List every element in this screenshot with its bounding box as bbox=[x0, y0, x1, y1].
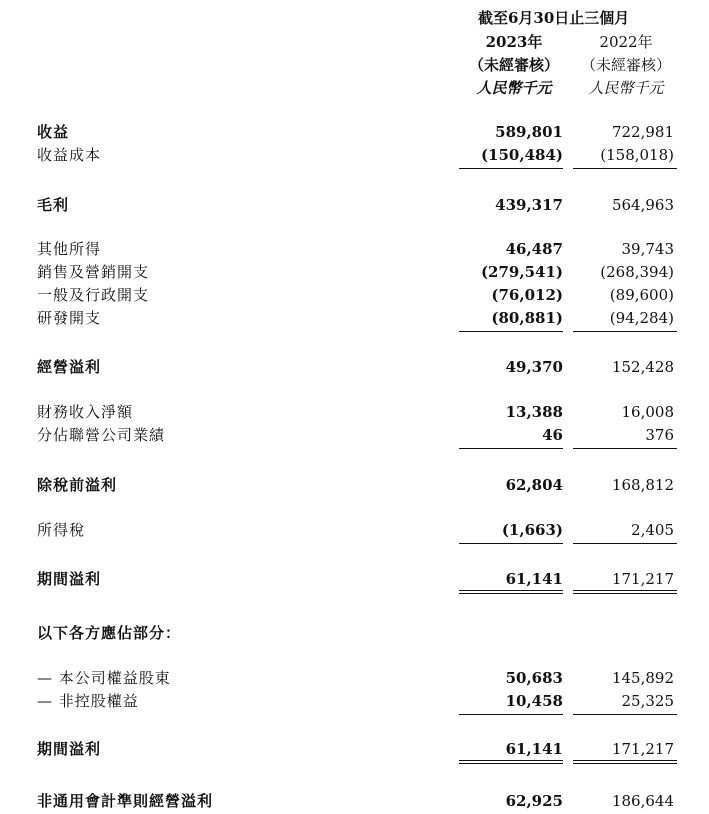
value-2023: 62,804 bbox=[505, 476, 563, 494]
total-double-rule bbox=[459, 760, 563, 761]
row-label: 期間溢利 bbox=[37, 740, 102, 758]
row-label: 其他所得 bbox=[37, 240, 102, 258]
row-profit-before-tax bbox=[0, 474, 709, 496]
value-2023: 61,141 bbox=[505, 740, 563, 758]
row-label: 財務收入淨額 bbox=[37, 403, 134, 421]
row-label: 所得稅 bbox=[37, 521, 86, 539]
value-2022: (89,600) bbox=[609, 286, 674, 304]
value-2022: 186,644 bbox=[611, 792, 674, 810]
row-rd-expenses bbox=[0, 307, 709, 329]
row-label: 收益 bbox=[37, 123, 70, 141]
value-2023: (279,541) bbox=[480, 263, 563, 281]
audit-2022-note: （未經審核） bbox=[580, 56, 671, 74]
value-2022: 39,743 bbox=[621, 240, 674, 258]
subtotal-rule bbox=[573, 331, 677, 332]
row-cost-of-revenue bbox=[0, 144, 709, 166]
row-label: 非通用會計準則經營溢利 bbox=[37, 792, 214, 810]
value-2023: 62,925 bbox=[505, 792, 563, 810]
total-double-rule bbox=[573, 763, 677, 764]
row-non-gaap-operating-profit bbox=[0, 790, 709, 812]
row-label: — 非控股權益 bbox=[37, 692, 139, 710]
total-double-rule bbox=[573, 760, 677, 761]
subtotal-rule bbox=[459, 543, 563, 544]
total-double-rule bbox=[573, 593, 677, 594]
value-2022: 2,405 bbox=[631, 521, 674, 539]
total-double-rule bbox=[459, 590, 563, 591]
subtotal-rule bbox=[573, 543, 677, 544]
year-2023-heading: 2023年 bbox=[485, 33, 543, 51]
row-label: 一般及行政開支 bbox=[37, 286, 150, 304]
value-2022: 376 bbox=[645, 426, 674, 444]
row-other-income bbox=[0, 238, 709, 260]
total-double-rule bbox=[459, 593, 563, 594]
row-operating-profit bbox=[0, 356, 709, 378]
value-2022: 564,963 bbox=[611, 196, 674, 214]
subtotal-rule bbox=[459, 331, 563, 332]
value-2022: 722,981 bbox=[611, 123, 674, 141]
row-admin-expenses bbox=[0, 284, 709, 306]
value-2023: 46 bbox=[542, 426, 563, 444]
row-label: 經營溢利 bbox=[37, 358, 102, 376]
value-2023: (150,484) bbox=[480, 146, 563, 164]
row-label: 分佔聯營公司業績 bbox=[37, 426, 166, 444]
value-2023: 589,801 bbox=[495, 123, 563, 141]
row-attributable-heading bbox=[0, 622, 709, 644]
row-equity-holders bbox=[0, 667, 709, 689]
row-label: 收益成本 bbox=[37, 146, 102, 164]
value-2022: 171,217 bbox=[611, 570, 674, 588]
subtotal-rule bbox=[459, 168, 563, 169]
value-2022: (158,018) bbox=[600, 146, 674, 164]
value-2023: 49,370 bbox=[505, 358, 563, 376]
row-profit-for-period bbox=[0, 568, 709, 590]
value-2023: (76,012) bbox=[491, 286, 563, 304]
value-2022: 168,812 bbox=[611, 476, 674, 494]
value-2022: (268,394) bbox=[600, 263, 674, 281]
row-non-controlling bbox=[0, 690, 709, 712]
total-double-rule bbox=[573, 590, 677, 591]
value-2023: 50,683 bbox=[505, 669, 563, 687]
row-finance-income bbox=[0, 401, 709, 423]
year-2022-heading: 2022年 bbox=[599, 33, 653, 51]
value-2023: 439,317 bbox=[495, 196, 563, 214]
period-heading: 截至6月30日止三個月 bbox=[478, 9, 630, 27]
value-2023: 10,458 bbox=[505, 692, 563, 710]
row-revenue bbox=[0, 121, 709, 143]
value-2022: 16,008 bbox=[621, 403, 674, 421]
row-label: 銷售及營銷開支 bbox=[37, 263, 150, 281]
value-2023: 61,141 bbox=[505, 570, 563, 588]
row-label: 期間溢利 bbox=[37, 570, 102, 588]
subtotal-rule bbox=[459, 714, 563, 715]
total-double-rule bbox=[459, 763, 563, 764]
value-2023: (1,663) bbox=[501, 521, 563, 539]
unit-2023: 人民幣千元 bbox=[476, 79, 552, 97]
audit-2023-note: （未經審核） bbox=[468, 56, 559, 74]
value-2023: 13,388 bbox=[505, 403, 563, 421]
row-selling-expenses bbox=[0, 261, 709, 283]
row-label: 毛利 bbox=[37, 196, 70, 214]
value-2022: 145,892 bbox=[611, 669, 674, 687]
subtotal-rule bbox=[573, 714, 677, 715]
row-label: 研發開支 bbox=[37, 309, 102, 327]
value-2022: (94,284) bbox=[609, 309, 674, 327]
row-income-tax bbox=[0, 519, 709, 541]
subtotal-rule bbox=[573, 448, 677, 449]
value-2022: 152,428 bbox=[611, 358, 674, 376]
subtotal-rule bbox=[459, 448, 563, 449]
value-2023: 46,487 bbox=[505, 240, 563, 258]
value-2022: 171,217 bbox=[611, 740, 674, 758]
row-label: 以下各方應佔部分： bbox=[37, 624, 182, 642]
row-gross-profit bbox=[0, 194, 709, 216]
row-label: 除稅前溢利 bbox=[37, 476, 118, 494]
unit-2022: 人民幣千元 bbox=[588, 79, 664, 97]
row-share-of-associates bbox=[0, 424, 709, 446]
subtotal-rule bbox=[573, 168, 677, 169]
row-profit-for-period-2 bbox=[0, 738, 709, 760]
value-2023: (80,881) bbox=[491, 309, 563, 327]
value-2022: 25,325 bbox=[621, 692, 674, 710]
row-label: — 本公司權益股東 bbox=[37, 669, 171, 687]
